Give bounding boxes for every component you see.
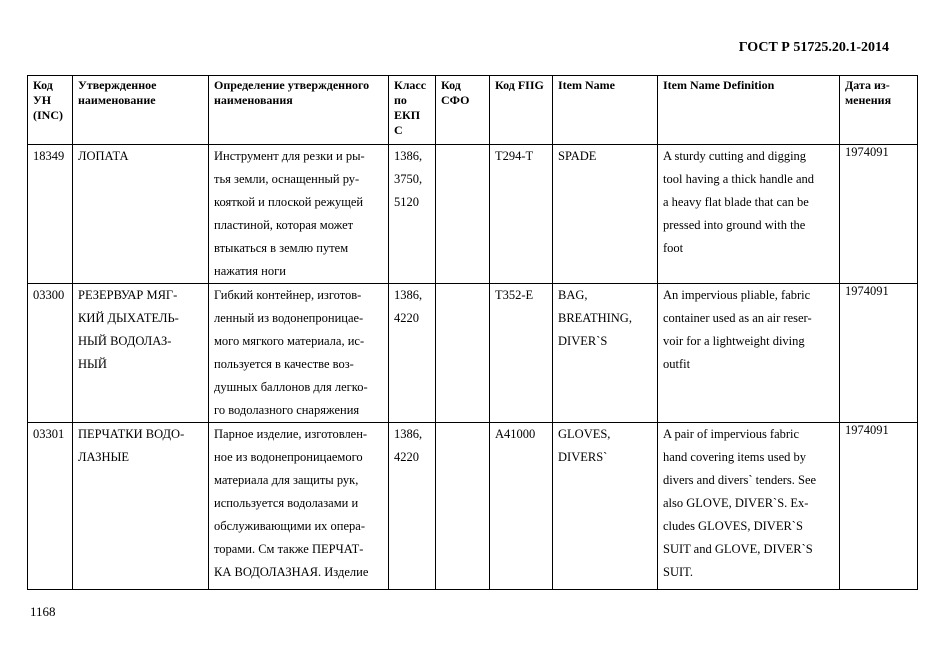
cell-item-definition: A pair of impervious fabric hand covering items used by divers and divers` tenders. See also GLOVE, DIVER`S. Ex- cludes GLOVES, DIVER`S SUIT and GLOVE, DIVER`S SUIT. (658, 423, 840, 590)
cell-item-definition: An impervious pliable, fabric container used as an air reser- voir for a lightweight diving outfit (658, 284, 840, 423)
cell-fiig: A41000 (490, 423, 553, 590)
cell-class: 1386, 3750, 5120 (389, 145, 436, 284)
cell-code: 03300 (28, 284, 73, 423)
cell-definition: Инструмент для резки и ры- тья земли, оснащенный ру- кояткой и плоской режущей пластиной, которая может втыкаться в землю путем нажатия ноги (209, 145, 389, 284)
cell-name: РЕЗЕРВУАР МЯГ- КИЙ ДЫХАТЕЛЬ- НЫЙ ВОДОЛАЗ- НЫЙ (73, 284, 209, 423)
header-item-name: Item Name (553, 76, 658, 145)
header-code-inc: Код УН (INC) (28, 76, 73, 145)
header-item-definition: Item Name Definition (658, 76, 840, 145)
table-header-row (28, 76, 918, 145)
cell-date: 1974091 (840, 145, 918, 284)
cell-name: ЛОПАТА (73, 145, 209, 284)
cell-definition: Гибкий контейнер, изготов- ленный из водонепроницае- мого мягкого материала, ис- пользуется в качестве воз- душных баллонов для легко- го водолазного снаряжения (209, 284, 389, 423)
cell-fiig: T294-T (490, 145, 553, 284)
header-class: Класс по ЕКП С (389, 76, 436, 145)
table-row (28, 145, 918, 284)
cell-item-definition: A sturdy cutting and digging tool having a thick handle and a heavy flat blade that can be pressed into ground with the foot (658, 145, 840, 284)
cell-date: 1974091 (840, 284, 918, 423)
cell-class: 1386, 4220 (389, 423, 436, 590)
header-approved-name: Утвержденное наименование (73, 76, 209, 145)
document-standard-code: ГОСТ Р 51725.20.1-2014 (738, 40, 889, 55)
table-row (28, 284, 918, 423)
header-sfo-code: Код СФО (436, 76, 490, 145)
cell-code: 03301 (28, 423, 73, 590)
cell-sfo (436, 423, 490, 590)
cell-class: 1386, 4220 (389, 284, 436, 423)
cell-date: 1974091 (840, 423, 918, 590)
cell-name: ПЕРЧАТКИ ВОДО- ЛАЗНЫЕ (73, 423, 209, 590)
cell-item-name: SPADE (553, 145, 658, 284)
header-definition: Определение утвержденного наименования (209, 76, 389, 145)
cell-code: 18349 (28, 145, 73, 284)
cell-item-name: GLOVES, DIVERS` (553, 423, 658, 590)
cell-fiig: T352-E (490, 284, 553, 423)
cell-sfo (436, 284, 490, 423)
table-row (28, 423, 918, 590)
cell-sfo (436, 145, 490, 284)
page-number: 1168 (30, 604, 56, 619)
cell-item-name: BAG, BREATHING, DIVER`S (553, 284, 658, 423)
nomenclature-table (27, 75, 918, 590)
cell-definition: Парное изделие, изготовлен- ное из водонепроницаемого материала для защиты рук, используется водолазами и обслуживающими их опера- торами. См также ПЕРЧАТ- КА ВОДОЛАЗНАЯ. Изделие (209, 423, 389, 590)
header-fiig-code: Код FIIG (490, 76, 553, 145)
header-change-date: Дата из- менения (840, 76, 918, 145)
